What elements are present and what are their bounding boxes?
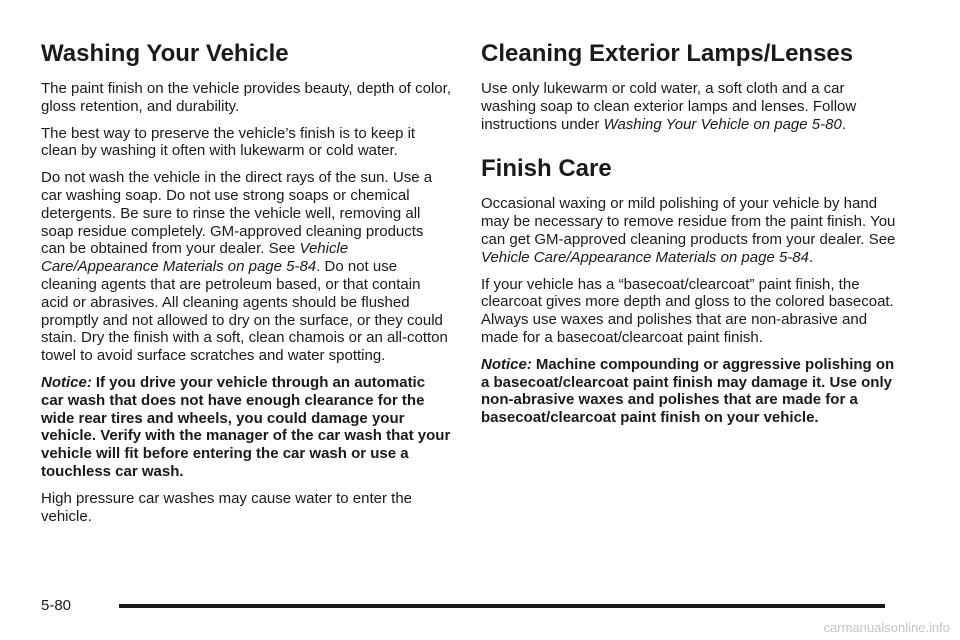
notice-label: Notice: xyxy=(481,355,532,373)
watermark: carmanualsonline.info xyxy=(823,620,950,635)
paragraph: The best way to preserve the vehicle’s finish is to keep it clean by washing it often with lukewarm or cold water. xyxy=(41,124,416,160)
paragraph: If your vehicle has a “basecoat/clearcoat” paint finish, the clearcoat gives more depth and gloss to the colored basecoat. Always use waxes and polishes that are non-abrasive and made for a basecoat/clearcoat paint finish. xyxy=(481,275,894,346)
cross-reference-link[interactable]: Vehicle Care/Appearance Materials on page 5-84 xyxy=(41,240,349,276)
notice xyxy=(481,356,901,427)
paragraph: The paint finish on the vehicle provides beauty, depth of color, gloss retention, and durability. xyxy=(41,80,451,115)
cross-reference-link[interactable]: Washing Your Vehicle on page 5-80 xyxy=(603,115,842,133)
notice-text: Machine compounding or aggressive polishing on a basecoat/clearcoat paint finish may damage it. Use only non-abrasive waxes and polishes that are made for a basecoat/clearcoat paint finish on your vehicle. xyxy=(481,355,895,427)
paragraph-text: . xyxy=(841,115,846,133)
paragraph-text: . xyxy=(808,248,814,266)
paragraph-text: Occasional waxing or mild polishing of your vehicle by hand may be necessary to remove residue from the paint finish. You can get GM-approved cleaning products from your dealer. See xyxy=(481,195,896,248)
paragraph xyxy=(41,169,451,365)
paragraph-text: Do not wash the vehicle in the direct rays of the sun. Use a car washing soap. Do not use strong soaps or chemical detergents. Be sure to rinse the vehicle well, removing all soap residue completely. GM-approved cleaning products can be obtained from your dealer. See xyxy=(41,169,433,258)
paragraph: High pressure car washes may cause water to enter the vehicle. xyxy=(41,489,413,525)
section-heading-finish-care: Finish Care xyxy=(481,155,612,183)
paragraph-text: . Do not use cleaning agents that are petroleum based, or that contain acid or abrasives. All cleaning agents should be flushed promptly and not allowed to dry on the surface, or they could stain. Dry the finish with a soft, clean chamois or an all-cotton towel to avoid surface scratches and water spotting. xyxy=(41,258,448,365)
right-column xyxy=(481,40,901,436)
page-footer xyxy=(41,598,887,614)
paragraph xyxy=(481,195,901,266)
paragraph-text: Use only lukewarm or cold water, a soft cloth and a car washing soap to clean exterior lamps and lenses. Follow instructions under xyxy=(481,80,857,133)
cross-reference-link[interactable]: Vehicle Care/Appearance Materials on page 5-84 xyxy=(481,248,809,266)
notice-label: Notice: xyxy=(41,373,92,391)
section-heading-lamps: Cleaning Exterior Lamps/Lenses xyxy=(481,40,854,67)
notice xyxy=(41,374,451,481)
page-number: 5-80 xyxy=(41,597,72,614)
left-column xyxy=(41,40,451,534)
paragraph xyxy=(481,80,901,133)
section-heading-washing: Washing Your Vehicle xyxy=(41,40,289,67)
footer-rule xyxy=(119,604,885,608)
notice-text: If you drive your vehicle through an automatic car wash that does not have enough clearance for the wide rear tires and wheels, you could damage your vehicle. Verify with the manager of the car wash that your vehicle will fit before entering the car wash or use a touchless car wash. xyxy=(41,373,451,480)
